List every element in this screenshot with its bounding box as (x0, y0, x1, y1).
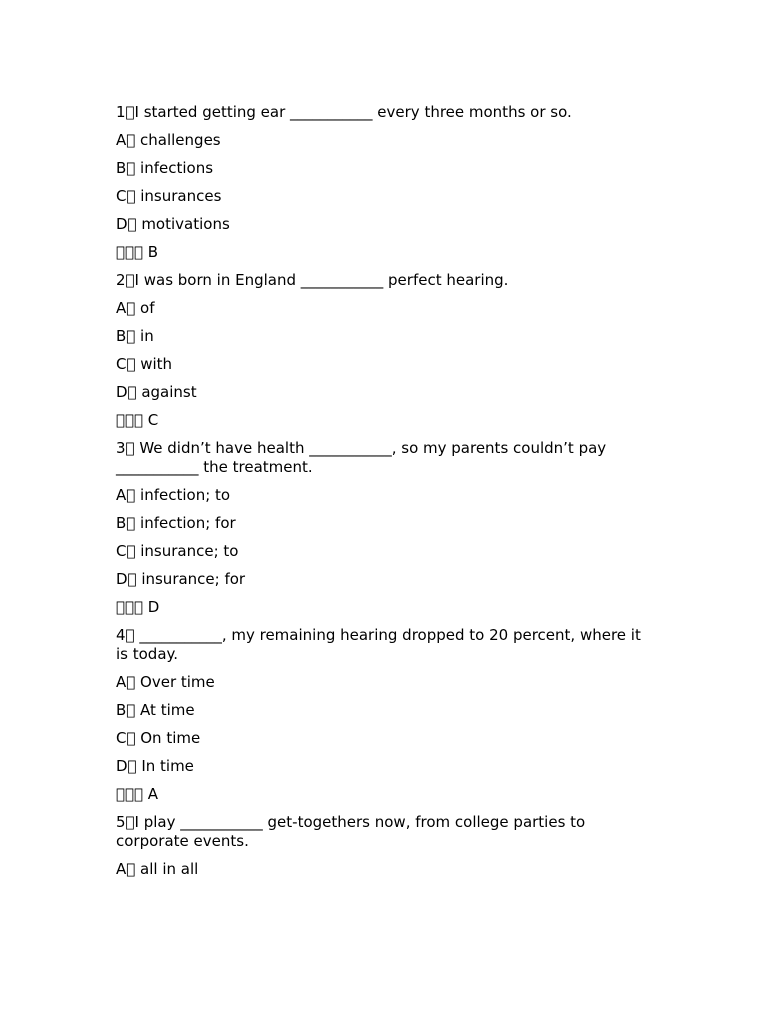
option-a: A  all in all (116, 860, 199, 878)
option-c: C  On time (116, 729, 201, 747)
option-b: B  At time (116, 701, 195, 719)
option-d: D  motivations (116, 215, 230, 233)
option-a: A  of (116, 299, 155, 317)
question-text: 5 I play ___________ get-togethers now, from college parties to corporate events. (116, 813, 586, 850)
option-c: C  with (116, 355, 173, 373)
option-c: C  insurance; to (116, 542, 239, 560)
option-b: B  infection; for (116, 514, 236, 532)
option-c: C  insurances (116, 187, 222, 205)
question-1 (116, 103, 656, 262)
document-page (116, 103, 656, 888)
question-text: 2 I was born in England ___________ perfect hearing. (116, 271, 509, 289)
option-b: B  infections (116, 159, 214, 177)
option-a: A  challenges (116, 131, 221, 149)
option-b: B  in (116, 327, 154, 345)
option-a: A  infection; to (116, 486, 231, 504)
answer-line:     B (116, 243, 159, 261)
question-2 (116, 271, 656, 430)
question-5 (116, 813, 656, 879)
option-a: A  Over time (116, 673, 215, 691)
answer-line:     D (116, 598, 160, 616)
option-d: D  In time (116, 757, 194, 775)
question-text: 3  We didn’t have health ___________, so my parents couldn’t pay ___________ the treatment. (116, 439, 607, 476)
answer-line:     A (116, 785, 159, 803)
question-3 (116, 439, 656, 617)
question-text: 4  ___________, my remaining hearing dropped to 20 percent, where it is today. (116, 626, 641, 663)
option-d: D  against (116, 383, 197, 401)
question-text: 1 I started getting ear ___________ every three months or so. (116, 103, 572, 121)
question-4 (116, 626, 656, 804)
answer-line:     C (116, 411, 159, 429)
option-d: D  insurance; for (116, 570, 246, 588)
